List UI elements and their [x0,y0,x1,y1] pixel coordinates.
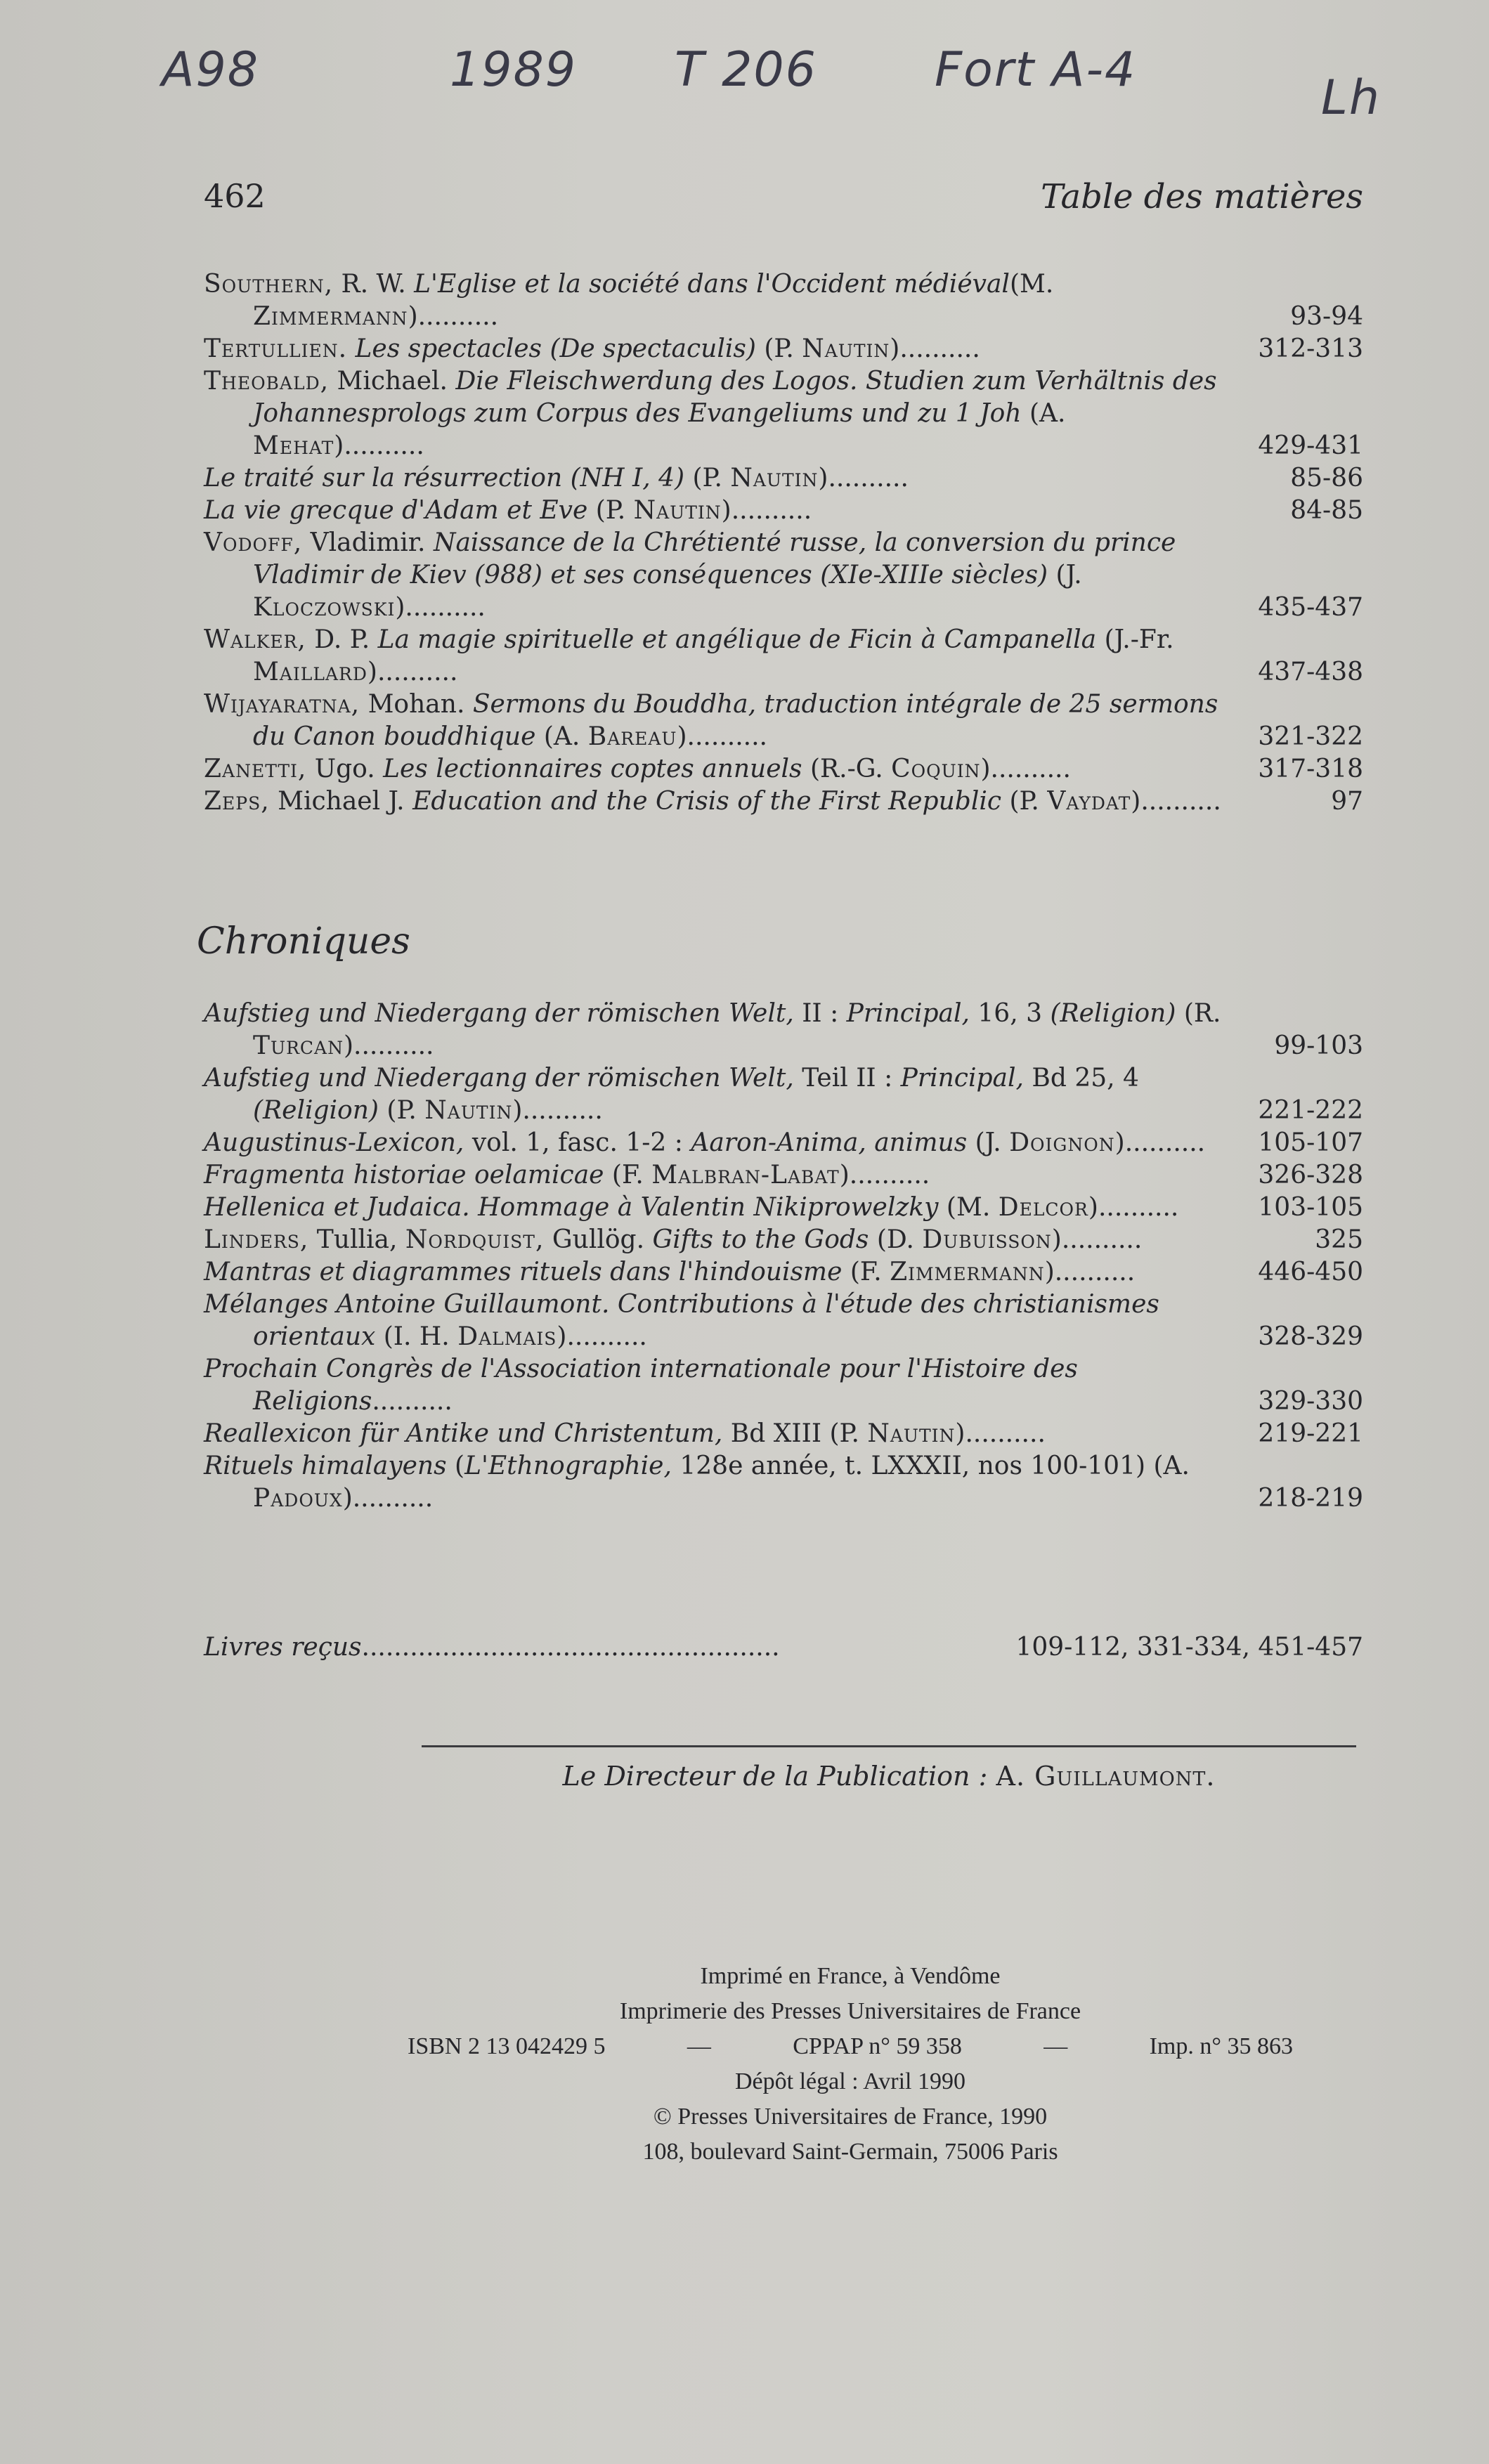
leader-dots: .......... [828,464,909,493]
entry-detail: ) [408,302,418,331]
entry-detail: ) [342,1484,353,1513]
list-item [204,527,1363,624]
list-item [204,1192,1363,1224]
list-item [204,689,1363,753]
entry-detail: ( [446,1452,465,1480]
entry-text [204,527,1240,624]
leader-dots: .......... [731,496,812,525]
entry-detail: ) [334,431,344,460]
entry-title: Mélanges Antoine Guillaumont. Contributions à l'étude des christianismes orientaux [204,1290,1159,1351]
entry-detail: Bd 25, 4 [1023,1064,1139,1093]
entry-text [204,1450,1240,1515]
list-item [204,1159,1363,1192]
entry-title: Aaron-Anima, animus [691,1128,968,1157]
entry-detail: (D. [869,1225,923,1254]
entry-title: Die Fleischwerdung des Logos. Studien zum Verhältnis des Johannesprologs zum Corpus des Evangeliums und zu 1 Joh [253,367,1217,428]
entry-detail: ) [1044,1258,1055,1286]
entry-title: Les spectacles (De spectaculis) [355,334,756,363]
entry-detail: II : [793,999,847,1028]
livres-recus-entry [204,1631,1363,1664]
entry-title: Principal, [900,1064,1024,1093]
entry-detail: (A. [535,722,588,751]
entry-title: Aufstieg und Niedergang der römischen Welt, [204,1064,794,1093]
page-range: 219-221 [1258,1419,1363,1448]
list-item [204,1062,1363,1127]
page-range: 221-222 [1258,1096,1363,1125]
director-line [422,1761,1356,1792]
entry-title: Rituels himalayens [204,1452,447,1480]
list-item [204,495,1363,527]
depot-legal: Dépôt légal : Avril 1990 [735,2068,965,2094]
leader-dots: .......... [405,593,486,622]
list-item [204,462,1363,495]
entry-detail: ) [721,496,732,525]
leader-dots: .................................................... [361,1633,780,1662]
entry-author-rest: Michael J. [269,787,413,816]
isbn-row [351,2029,1349,2064]
leader-dots: .......... [417,302,499,331]
entry-reviewer: Coquin [891,755,981,783]
table-of-contents-main [204,268,1363,818]
entry-reviewer: Kloczowski [253,593,396,622]
entry-text [204,495,1240,527]
leader-dots: .......... [899,334,980,363]
copyright: © Presses Universitaires de France, 1990 [653,2104,1048,2130]
list-item [204,1353,1363,1418]
entry-title: Le traité sur la résurrection (NH I, 4) [204,464,685,493]
page-range: 93-94 [1290,302,1363,331]
entry-title: Naissance de la Chrétienté russe, la conversion du prince Vladimir de Kiev (988) et ses conséquences (XIe-XIIIe siècles) [253,528,1176,589]
list-item [204,333,1363,365]
entry-author: Nordquist, [405,1225,545,1254]
entry-author: Southern, [204,270,334,299]
list-item [204,1450,1363,1515]
handwritten-note: Fort A-4 [935,42,1137,98]
entry-author-rest: Gullög. [544,1225,653,1254]
page-range: 85-86 [1290,464,1363,493]
entry-title: Principal, [846,999,970,1028]
entry-text [204,365,1240,462]
entry-detail: ) [955,1419,965,1448]
entry-author: Zanetti, [204,755,307,783]
entry-detail: ) [1131,787,1141,816]
entry-reviewer: Mehat [253,431,334,460]
list-item [204,1127,1363,1159]
entry-detail: (R. [1176,999,1221,1028]
entry-detail: 16, 3 [969,999,1051,1028]
entry-detail: Bd XIII [722,1419,830,1448]
entry-detail: (R.-G. [802,755,892,783]
page-range: 435-437 [1258,593,1363,622]
list-item [204,1289,1363,1353]
page-range: 105-107 [1258,1128,1363,1157]
list-item [204,624,1363,689]
entry-title: Hellenica et Judaica. Hommage à Valentin Nikiprowelzky [204,1193,939,1222]
entry-detail: (P. [587,496,634,525]
leader-dots: .......... [990,755,1071,783]
entry-author-rest: Vladimir. [302,528,434,557]
cppap: CPPAP n° 59 358 [793,2033,962,2059]
entry-text [204,786,1240,818]
divider [422,1745,1356,1747]
list-item [204,786,1363,818]
entry-reviewer: Dubuisson [922,1225,1052,1254]
entry-title: La magie spirituelle et angélique de Ficin à Campanella [377,625,1097,654]
entry-text [204,1418,1240,1450]
list-item [204,1256,1363,1289]
entry-author-rest: Ugo. [306,755,384,783]
entry-reviewer: Vaydat [1047,787,1131,816]
list-item [204,1418,1363,1450]
entry-detail: (A. [1021,399,1066,428]
entry-detail: (I. H. [375,1322,458,1351]
isbn: ISBN 2 13 042429 5 [408,2033,606,2059]
leader-dots: .......... [352,1484,434,1513]
entry-detail: ) [367,658,377,686]
entry-detail: vol. 1, fasc. 1-2 : [464,1128,691,1157]
leader-dots: .......... [372,1387,453,1416]
entry-text [204,1062,1240,1127]
entry-detail: (P. [1001,787,1048,816]
entry-detail: Teil II : [793,1064,901,1093]
entry-reviewer: Dalmais [457,1322,557,1351]
handwritten-note: T 206 [675,42,817,98]
entry-detail: (F. [842,1258,890,1286]
entry-text [204,1353,1240,1418]
leader-dots: .......... [522,1096,603,1125]
entry-detail: ) [677,722,687,751]
entry-detail: ) [557,1322,567,1351]
page-number: 462 [204,177,266,215]
handwritten-note: Lh [1321,70,1381,126]
leader-dots: .......... [344,431,424,460]
entry-detail: ) [890,334,900,363]
entry-text [204,1159,1240,1192]
entry-reviewer: Malbran-Labat [651,1161,840,1189]
entry-detail: ) [839,1161,850,1189]
list-item [204,268,1363,333]
table-of-contents-chroniques [204,998,1363,1515]
page-range: 99-103 [1274,1031,1363,1060]
entry-title: Gifts to the Gods [652,1225,869,1254]
entry-detail: (A. [1153,1452,1190,1480]
section-heading-chroniques: Chroniques [197,920,410,963]
leader-dots: .......... [1098,1193,1179,1222]
entry-reviewer: Nautin [867,1419,956,1448]
entry-text [204,1256,1240,1289]
director-name: A. Guillaumont. [996,1761,1216,1792]
entry-title: (Religion) [1050,999,1176,1028]
imp-number: Imp. n° 35 863 [1149,2033,1293,2059]
entry-reviewer: Doignon [1009,1128,1115,1157]
page-range: 312-313 [1258,334,1363,363]
entry-title: Sermons du Bouddha, traduction intégrale de 25 sermons du Canon bouddhique [253,690,1218,751]
entry-detail: (M. [1009,270,1054,299]
entry-detail: ) [1088,1193,1098,1222]
entry-text [204,1127,1240,1159]
entry-title: Fragmenta historiae oelamicae [204,1161,604,1189]
entry-author-rest: Tullia, [308,1225,405,1254]
leader-dots: .......... [849,1161,930,1189]
entry-text [204,998,1240,1062]
entry-detail: ) [980,755,991,783]
entry-text [204,1289,1240,1353]
entry-reviewer: Nautin [633,496,722,525]
separator: — [1043,2033,1068,2059]
list-item [204,1631,1363,1664]
page-range: 429-431 [1258,431,1363,460]
entry-title: Reallexicon für Antike und Christentum, [204,1419,723,1448]
entry-text [204,268,1240,333]
entry-title: Education and the Crisis of the First Republic [412,787,1002,816]
page-range: 97 [1331,787,1363,816]
leader-dots: .......... [1054,1258,1136,1286]
leader-dots: .......... [353,1031,434,1060]
entry-detail: (P. [684,464,731,493]
entry-text [204,1224,1240,1256]
entry-author: Wijayaratna, [204,690,360,719]
entry-title: Prochain Congrès de l'Association internationale pour l'Histoire des Religions [204,1355,1078,1416]
entry-title: Mantras et diagrammes rituels dans l'hindouisme [204,1258,843,1286]
address: 108, boulevard Saint-Germain, 75006 Paris [642,2139,1058,2165]
entry-title: L'Eglise et la société dans l'Occident médiéval [414,270,1010,299]
list-item [204,365,1363,462]
imprint-line: Imprimé en France, à Vendôme [700,1963,1001,1989]
entry-reviewer: Zimmermann [253,302,408,331]
separator: — [687,2033,711,2059]
entry-detail: (J. [1048,561,1082,589]
entry-detail: 128e année, t. LXXXII, nos 100-101) [671,1452,1154,1480]
entry-text [204,333,1240,365]
page-range: 437-438 [1258,658,1363,686]
handwritten-note: 1989 [450,42,578,98]
entry-detail: (P. [378,1096,425,1125]
entry-text [204,689,1240,753]
page-range: 218-219 [1258,1484,1363,1513]
list-item [204,1224,1363,1256]
leader-dots: .......... [1140,787,1221,816]
entry-detail: ) [343,1031,354,1060]
page-range: 446-450 [1258,1258,1363,1286]
entry-reviewer: Turcan [253,1031,344,1060]
imprint-block [351,1959,1349,2170]
page-range: 317-318 [1258,755,1363,783]
entry-text [204,462,1240,495]
entry-detail: (P. [755,334,802,363]
running-title: Table des matières [1041,177,1363,216]
entry-reviewer: Zimmermann [890,1258,1045,1286]
entry-detail: ) [818,464,828,493]
entry-reviewer: Nautin [730,464,819,493]
leader-dots: .......... [566,1322,647,1351]
page-range: 326-328 [1258,1161,1363,1189]
leader-dots: .......... [687,722,767,751]
entry-author: Linders, [204,1225,309,1254]
entry-author-rest: D. P. [306,625,378,654]
entry-reviewer: Nautin [802,334,890,363]
entry-author: Theobald, [204,367,330,396]
list-item [204,753,1363,786]
entry-detail: ) [1114,1128,1125,1157]
leader-dots: .......... [1124,1128,1206,1157]
handwritten-note: A98 [162,42,260,98]
page-range: 329-330 [1258,1387,1363,1416]
entry-detail: ) [395,593,405,622]
entry-detail: (P. [829,1419,868,1448]
entry-reviewer: Bareau [587,722,677,751]
entry-title: Augustinus-Lexicon, [204,1128,464,1157]
entry-author-rest: R. W. [333,270,415,299]
entry-detail: (M. [938,1193,999,1222]
page-range: 109-112, 331-334, 451-457 [1015,1633,1363,1662]
entry-detail: ) [1051,1225,1062,1254]
entry-text [204,753,1240,786]
imprint-line: Imprimerie des Presses Universitaires de France [619,1998,1081,2024]
page-range: 321-322 [1258,722,1363,751]
leader-dots: .......... [965,1419,1046,1448]
entry-text [204,624,1240,689]
entry-detail: (F. [604,1161,652,1189]
list-item [204,998,1363,1062]
entry-reviewer: Maillard [253,658,368,686]
entry-title: L'Ethnographie, [464,1452,672,1480]
page-range: 325 [1315,1225,1363,1254]
entry-detail: (J. [967,1128,1010,1157]
entry-reviewer: Padoux [253,1484,343,1513]
entry-author: Walker, [204,625,306,654]
entry-author: Zeps, [204,787,270,816]
entry-author-rest: Mohan. [360,690,473,719]
livres-label: Livres reçus [204,1633,362,1662]
entry-detail: ) [512,1096,523,1125]
entry-detail: (J.-Fr. [1096,625,1174,654]
entry-title: Les lectionnaires coptes annuels [383,755,802,783]
entry-title: (Religion) [253,1096,379,1125]
page-range: 84-85 [1290,496,1363,525]
entry-text [204,1192,1240,1224]
entry-title: La vie grecque d'Adam et Eve [204,496,588,525]
director-label: Le Directeur de la Publication : [562,1761,988,1792]
entry-author: Tertullien. [204,334,348,363]
entry-author-rest [347,334,355,363]
page-range: 328-329 [1258,1322,1363,1351]
entry-author: Vodoff, [204,528,303,557]
entry-author-rest: Michael. [329,367,456,396]
page-range: 103-105 [1258,1193,1363,1222]
entry-reviewer: Delcor [998,1193,1088,1222]
leader-dots: .......... [1061,1225,1143,1254]
entry-reviewer: Nautin [424,1096,513,1125]
leader-dots: .......... [377,658,458,686]
entry-title: Aufstieg und Niedergang der römischen Welt, [204,999,794,1028]
